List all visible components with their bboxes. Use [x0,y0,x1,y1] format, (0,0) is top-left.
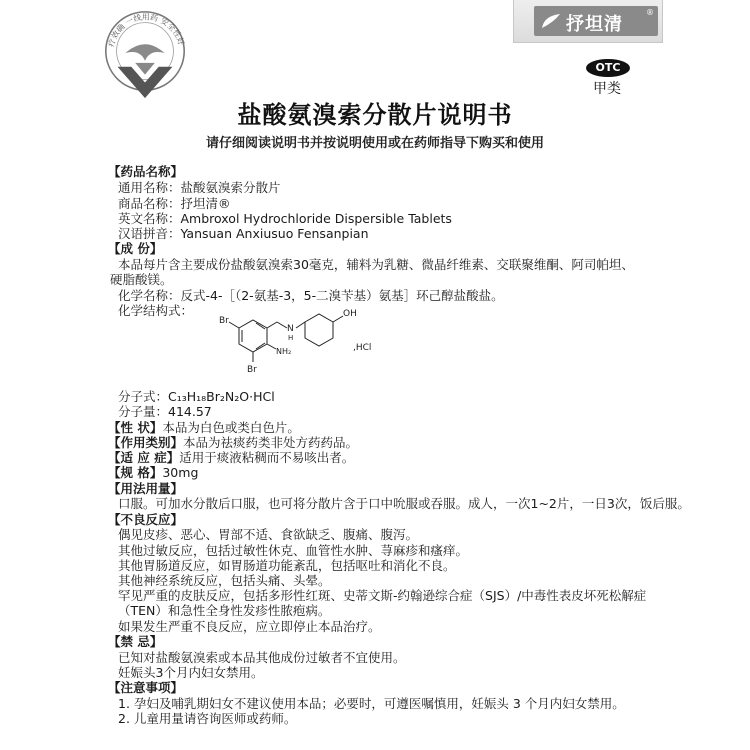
chemical-structure-diagram [213,296,403,382]
contraindication-line: 已知对盐酸氨溴索或本品其他成份过敏者不宜使用。 [118,650,406,665]
section-precautions-header: 【注意事项】 [108,680,184,695]
brand-logo-box [513,0,663,43]
indication-text: 适用于痰液粘稠而不易咳出者。 [179,450,355,465]
composition-line-2: 硬脂酸镁。 [110,272,173,287]
adverse-line: 如果发生严重不良反应，应立即停止本品治疗。 [118,619,381,634]
section-adverse-header: 【不良反应】 [108,512,184,527]
adverse-line: 其他胃肠道反应，如胃肠道功能紊乱，包括呕吐和消化不良。 [118,558,456,573]
struct-oh: OH [343,309,357,319]
properties-text: 本品为白色或类白色片。 [162,420,300,435]
generic-name: 通用名称：盐酸氨溴索分散片 [118,180,281,195]
section-contraindications-header: 【禁 忌】 [108,634,163,649]
adverse-line: 罕见严重的皮肤反应，包括多形性红斑、史蒂文斯-约翰逊综合症（SJS）/中毒性表皮坏死松解症 [118,588,647,603]
molecular-formula: 分子式：C₁₃H₁₈Br₂N₂O·HCl [118,389,275,404]
otc-badge: OTC [586,59,630,77]
brand-name: 抒坦清 [566,14,623,35]
section-usage-header: 【用法用量】 [108,481,184,496]
contraindication-line: 妊娠头3个月内妇女禁用。 [118,665,264,680]
adverse-line: 其他过敏反应，包括过敏性休克、血管性水肿、荨麻疹和瘙痒。 [118,543,469,558]
struct-nh2: NH₂ [276,347,292,356]
chemical-name: 化学名称：反式-4-［（2-氨基-3，5-二溴苄基）氨基］环己醇盐酸盐。 [118,288,504,303]
section-category-header: 【作用类别】 [108,435,184,450]
precaution-line: 1. 孕妇及哺乳期妇女不建议使用本品；必要时，可遵医嘱慎用，妊娠头 3 个月内妇女禁用。 [118,696,625,711]
spec-text: 30mg [162,465,199,480]
section-spec-header: 【规 格】 [108,465,163,480]
section-composition-header: 【成 份】 [108,241,163,256]
otc-class: 甲类 [593,81,621,97]
section-properties-header: 【性 状】 [108,420,163,435]
usage-text: 口服。可加水分散后口服，也可将分散片含于口中吮服或吞服。成人，一次1~2片，一日3次，饭后服。 [118,496,690,511]
section-drug-name-header: 【药品名称】 [108,164,184,179]
quality-seal-icon [96,6,194,104]
trade-name: 商品名称：抒坦清® [118,196,231,211]
adverse-line: 偶见皮疹、恶心、胃部不适、食欲缺乏、腹痛、腹泻。 [118,527,419,542]
struct-n: N [287,324,294,334]
section-indication-header: 【适 应 症】 [108,450,180,465]
molecular-weight: 分子量：414.57 [118,404,212,419]
seal-ring-text: 疗效确 一线用药 安全性好 [106,12,186,48]
struct-br-top: Br [219,316,229,326]
english-name: 英文名称：Ambroxol Hydrochloride Dispersible Tablets [118,211,452,226]
struct-h: H [288,334,294,342]
page-subtitle: 请仔细阅读说明书并按说明使用或在药师指导下购买和使用 [205,136,544,151]
struct-hcl: ,HCl [353,343,372,353]
brand-leaf-icon [540,12,562,30]
precaution-line: 2. 儿童用量请咨询医师或药师。 [118,711,297,726]
page-title: 盐酸氨溴索分散片说明书 [237,101,513,129]
pinyin-name: 汉语拼音：Yansuan Anxiusuo Fensanpian [118,226,369,241]
category-text: 本品为祛痰药类非处方药药品。 [183,435,359,450]
composition-line-1: 本品每片含主要成份盐酸氨溴索30毫克，辅料为乳糖、微晶纤维素、交联聚维酮、阿司帕坦、 [118,257,634,272]
structure-label: 化学结构式： [118,303,194,318]
adverse-line: 其他神经系统反应，包括头痛、头晕。 [118,573,331,588]
adverse-line: （TEN）和急性全身性发疹性脓疱病。 [118,603,331,618]
brand-registered-mark: ® [646,8,654,17]
struct-br-bottom: Br [247,365,257,375]
